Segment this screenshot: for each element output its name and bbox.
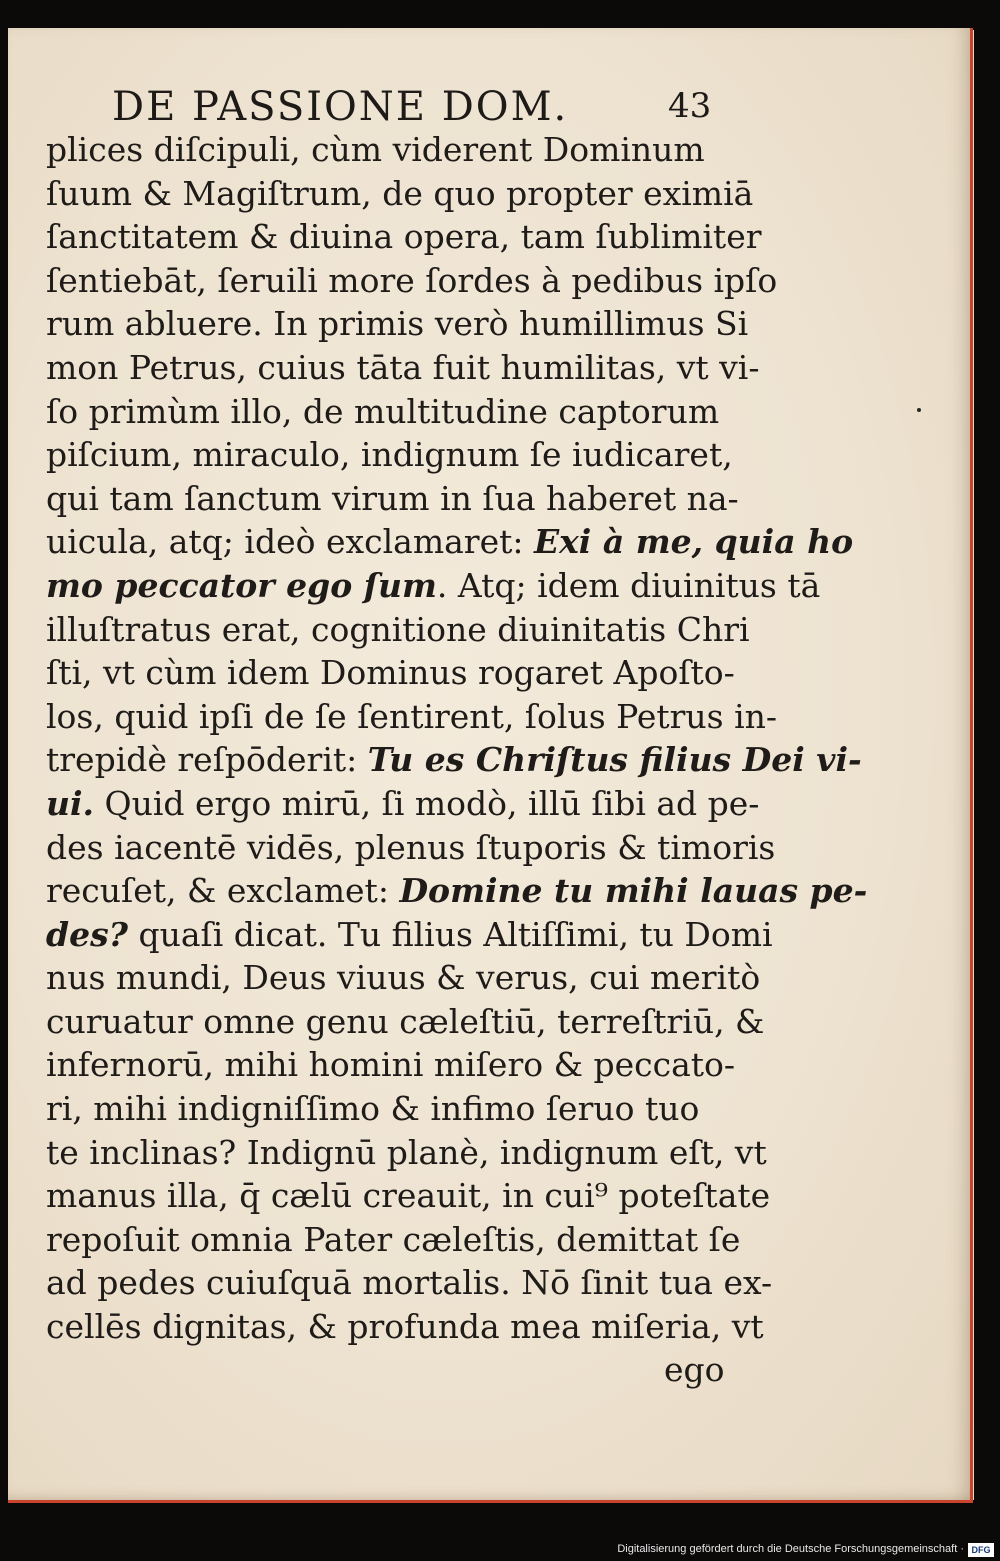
text-segment: illuſtratus erat, cognitione diuinitatis Chri bbox=[46, 609, 750, 649]
text-segment: quaſi dicat. Tu filius Altiſſimi, tu Domi bbox=[127, 914, 773, 954]
text-line bbox=[46, 215, 762, 259]
text-segment: trepidè reſpōderit: bbox=[46, 740, 368, 780]
text-segment: rum abluere. In primis verò humillimus Si bbox=[46, 304, 749, 344]
italic-quote: mo peccator ego ſum bbox=[46, 565, 437, 605]
text-line bbox=[46, 913, 773, 957]
text-segment: ri, mihi indigniſſimo & infimo ſeruo tuo bbox=[46, 1089, 700, 1129]
text-line bbox=[46, 564, 821, 608]
text-segment: ſanctitatem & diuina opera, tam ſublimiter bbox=[46, 217, 762, 257]
text-segment: ſti, vt cùm idem Dominus rogaret Apoſto- bbox=[46, 653, 735, 693]
text-segment: recuſet, & exclamet: bbox=[46, 871, 400, 911]
text-line bbox=[46, 869, 868, 913]
text-line bbox=[46, 302, 749, 346]
text-segment: los, quid ipſi de ſe ſentirent, ſolus Petrus in- bbox=[46, 696, 778, 736]
italic-quote: Exi à me, quia ho bbox=[533, 522, 854, 562]
text-line bbox=[46, 826, 776, 870]
text-segment: repoſuit omnia Pater cæleſtis, demittat ſe bbox=[46, 1219, 741, 1259]
catchword: ego bbox=[664, 1350, 725, 1389]
body-text bbox=[46, 128, 868, 1349]
text-line bbox=[46, 172, 754, 216]
text-line bbox=[46, 651, 736, 695]
text-segment: infernorū, mihi homini miſero & peccato- bbox=[46, 1045, 736, 1085]
text-line bbox=[46, 1043, 736, 1087]
page-number: 43 bbox=[668, 86, 712, 126]
text-line bbox=[46, 520, 854, 564]
ink-speck bbox=[917, 408, 921, 412]
text-line bbox=[46, 1305, 764, 1349]
text-segment: curuatur omne genu cæleſtiū, terreſtriū, & bbox=[46, 1001, 765, 1041]
text-segment: ad pedes cuiuſquā mortalis. Nō ſinit tua ex- bbox=[46, 1263, 773, 1303]
text-segment: mon Petrus, cuius tāta fuit humilitas, vt vi- bbox=[46, 347, 760, 387]
text-line bbox=[46, 1261, 773, 1305]
text-line bbox=[46, 346, 760, 390]
text-segment: Quid ergo mirū, ſi modò, illū ſibi ad pe- bbox=[94, 783, 760, 823]
text-line bbox=[46, 738, 862, 782]
italic-quote: Domine tu mihi lauas pe- bbox=[399, 871, 868, 911]
italic-quote: des? bbox=[46, 914, 128, 954]
text-line bbox=[46, 1218, 741, 1262]
text-line bbox=[46, 782, 760, 826]
dfg-logo-icon: DFG bbox=[968, 1543, 994, 1557]
italic-quote: Tu es Chriſtus filius Dei vi- bbox=[367, 740, 862, 780]
text-segment: cellēs dignitas, & profunda mea miſeria, vt bbox=[46, 1307, 764, 1347]
digitization-credit: Digitalisierung gefördert durch die Deutsche Forschungsgemeinschaft · bbox=[617, 1543, 964, 1555]
text-segment: plices diſcipuli, cùm viderent Dominum bbox=[46, 130, 705, 169]
text-line bbox=[46, 477, 739, 521]
text-segment: ſentiebāt, ſeruili more ſordes à pedibus ipſo bbox=[46, 260, 778, 300]
text-line bbox=[46, 956, 761, 1000]
running-head: DE PASSIONE DOM. bbox=[112, 84, 569, 130]
text-segment: te inclinas? Indignū planè, indignum eſt, vt bbox=[46, 1132, 767, 1172]
text-line bbox=[46, 1131, 767, 1175]
text-line bbox=[46, 695, 778, 739]
text-line bbox=[46, 1087, 736, 1131]
italic-quote: ui. bbox=[46, 783, 95, 823]
text-line bbox=[46, 433, 736, 477]
text-segment: qui tam ſanctum virum in ſua haberet na- bbox=[46, 478, 739, 518]
text-line bbox=[46, 259, 778, 303]
text-line bbox=[46, 608, 750, 652]
text-line bbox=[46, 1174, 771, 1218]
text-segment: manus illa, q̄ cælū creauit, in cui⁹ poteſtate bbox=[46, 1176, 771, 1216]
text-segment: ſo primùm illo, de multitudine captorum bbox=[46, 391, 720, 431]
text-segment: piſcium, miraculo, indignum ſe iudicaret, bbox=[46, 435, 733, 475]
text-segment: des iacentē vidēs, plenus ſtuporis & timoris bbox=[46, 827, 776, 867]
text-line bbox=[46, 128, 736, 172]
text-line bbox=[46, 390, 736, 434]
text-segment: uicula, atq; ideò exclamaret: bbox=[46, 522, 534, 562]
text-segment: . Atq; idem diuinitus tā bbox=[436, 565, 821, 605]
text-segment: ſuum & Magiſtrum, de quo propter eximiā bbox=[46, 173, 754, 213]
text-line bbox=[46, 1000, 765, 1044]
text-segment: nus mundi, Deus viuus & verus, cui meritò bbox=[46, 958, 761, 998]
